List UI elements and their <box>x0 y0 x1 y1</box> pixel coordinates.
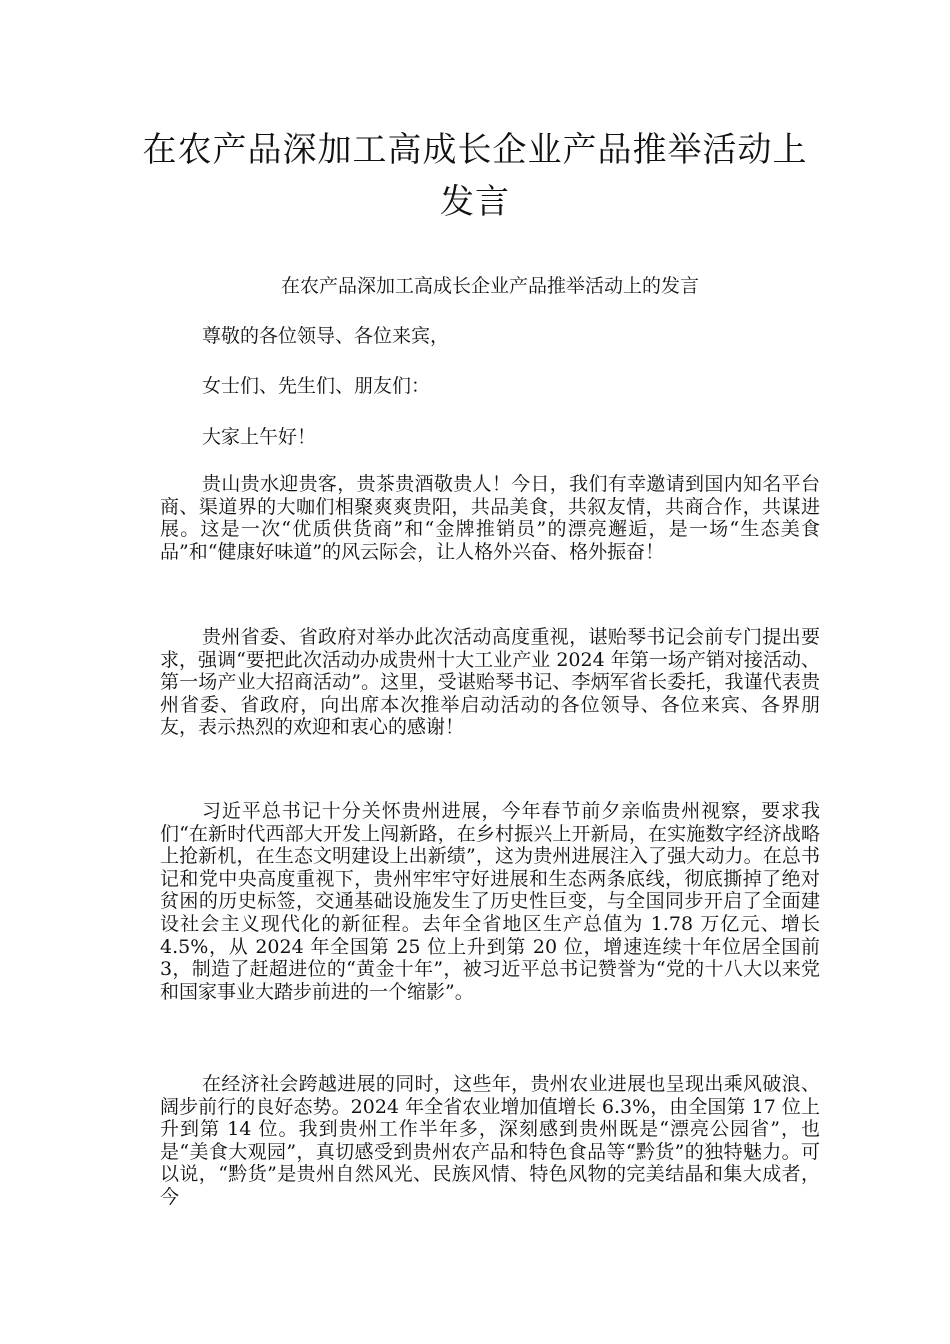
body-paragraph: 在经济社会跨越进展的同时，这些年，贵州农业进展也呈现出乘风破浪、阔步前行的良好态势。2024 年全省农业增加值增长 6.3%，由全国第 17 位上升到第 14 位。我到贵州工作半年多，深刻感到贵州既是“漂亮公园省”，也是“美食大观园”，真切感受到贵州农产品和特色食品等“黔货”的独特魅力。可以说，“黔货”是贵州自然风光、民族风情、特色风物的完美结晶和集大成者，今 <box>160 1073 820 1208</box>
body-paragraph: 贵州省委、省政府对举办此次活动高度重视，谌贻琴书记会前专门提出要求，强调“要把此次活动办成贵州十大工业产业 2024 年第一场产销对接活动、第一场产业大招商活动”。这里，受谌贻琴书记、李炳军省长委托，我谨代表贵州省委、省政府，向出席本次推举启动活动的各位领导、各位来宾、各界朋友，表示热烈的欢迎和衷心的感谢！ <box>160 626 820 739</box>
page-title: 在农产品深加工高成长企业产品推举活动上发言 <box>142 130 808 222</box>
salutation-guests: 尊敬的各位领导、各位来宾， <box>202 325 450 347</box>
speech-subtitle: 在农产品深加工高成长企业产品推举活动上的发言 <box>280 275 699 297</box>
body-paragraph: 习近平总书记十分关怀贵州进展，今年春节前夕亲临贵州视察，要求我们“在新时代西部大开发上闯新路，在乡村振兴上开新局，在实施数字经济战略上抢新机，在生态文明建设上出新绩”，这为贵州进展注入了强大动力。在总书记和党中央高度重视下，贵州牢牢守好进展和生态两条底线，彻底撕掉了绝对贫困的历史标签，交通基础设施发生了历史性巨变，与全国同步开启了全面建设社会主义现代化的新征程。去年全省地区生产总值为 1.78 万亿元、增长 4.5%，从 2024 年全国第 25 位上升到第 20 位，增速连续十年位居全国前 3，制造了赶超进位的“黄金十年”，被习近平总书记赞誉为“党的十八大以来党和国家事业大踏步前进的一个缩影”。 <box>160 800 820 1003</box>
salutation-audience: 女士们、先生们、朋友们： <box>202 375 431 397</box>
body-paragraph: 贵山贵水迎贵客，贵茶贵酒敬贵人！今日，我们有幸邀请到国内知名平台商、渠道界的大咖们相聚爽爽贵阳，共品美食，共叙友情，共商合作，共谋进展。这是一次“优质供货商”和“金牌推销员”的漂亮邂逅，是一场“生态美食品”和“健康好味道”的风云际会，让人格外兴奋、格外振奋！ <box>160 473 820 563</box>
greeting-line: 大家上午好！ <box>202 426 317 448</box>
